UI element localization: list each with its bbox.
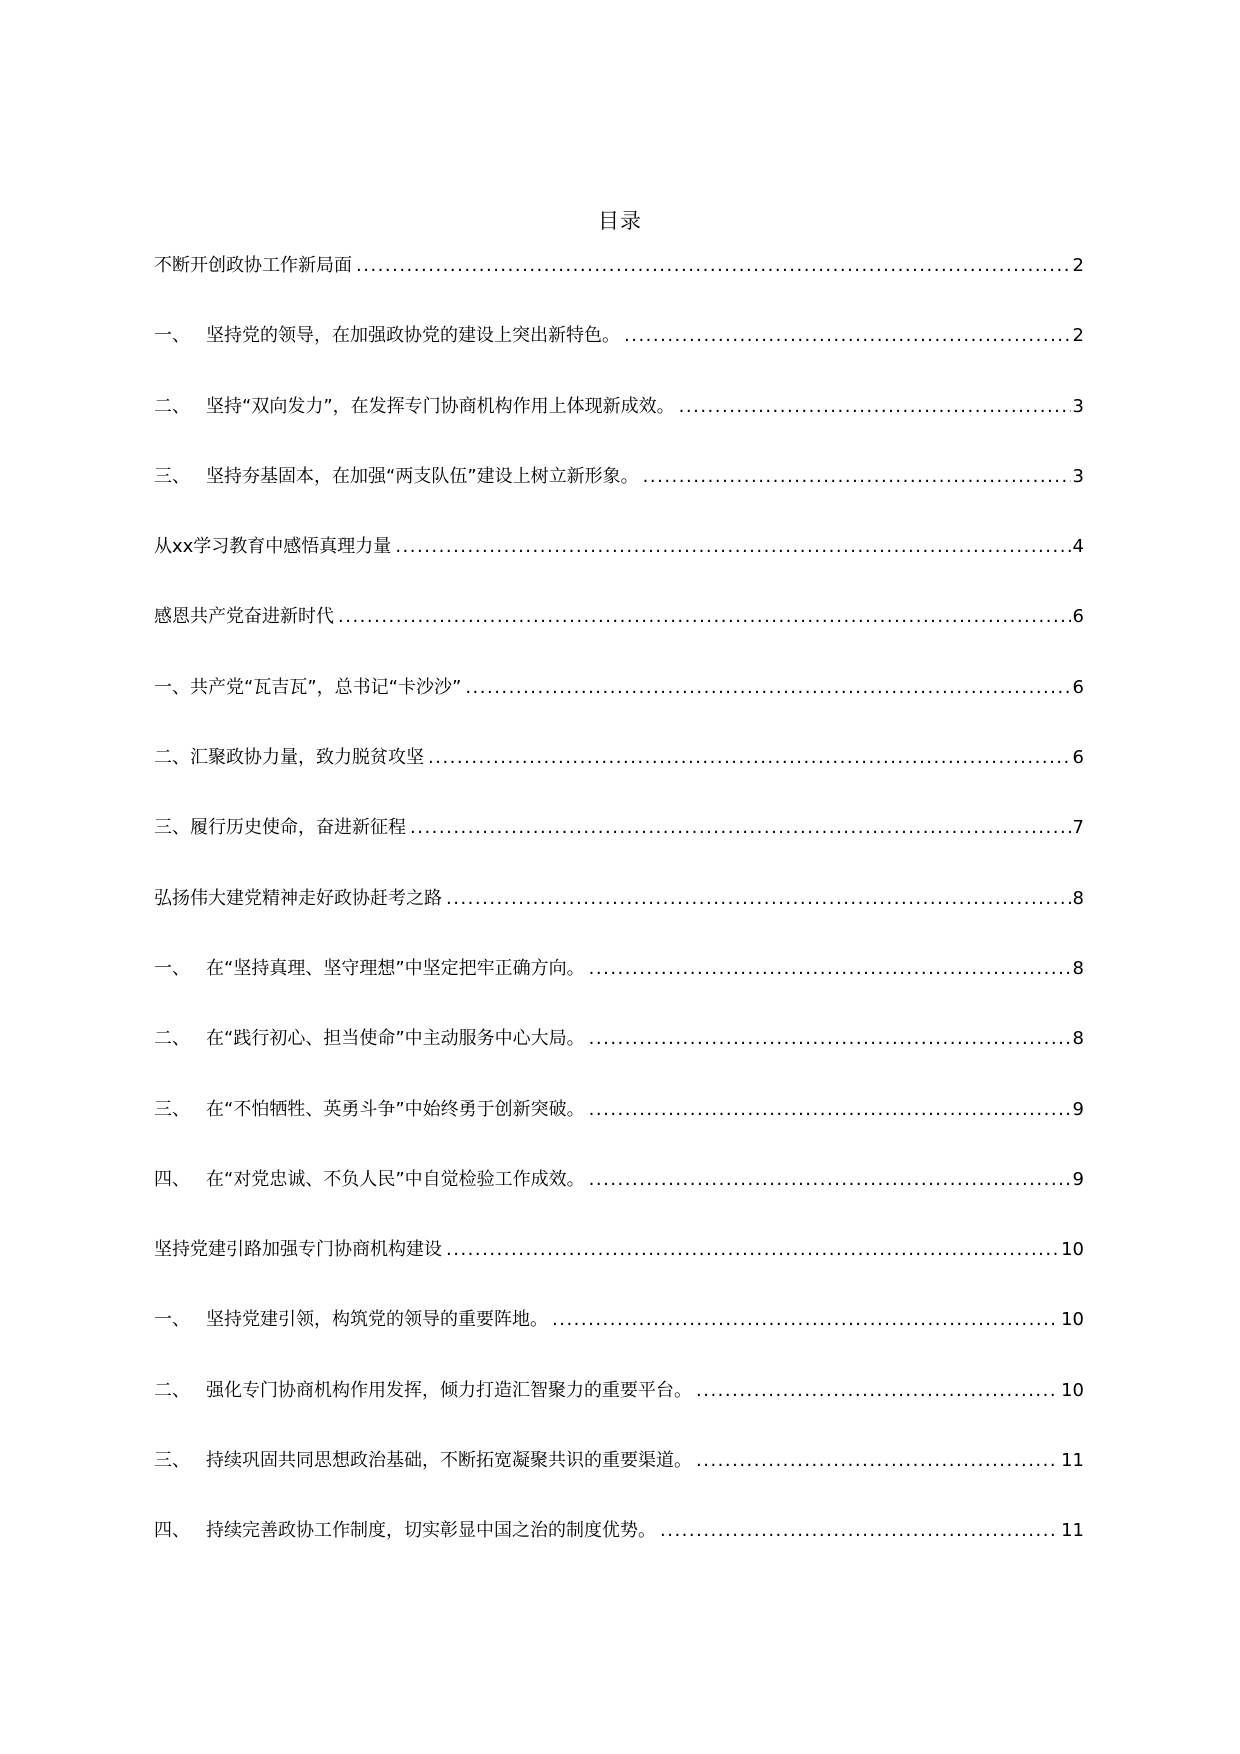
toc-entry-title: 一、共产党“瓦吉瓦”，总书记“卡沙沙” xyxy=(154,676,462,698)
toc-entry[interactable] xyxy=(154,885,1084,955)
toc-dot-leader xyxy=(410,814,1071,842)
toc-entry-title: 强化专门协商机构作用发挥，倾力打造汇智聚力的重要平台。 xyxy=(206,1379,692,1401)
toc-dot-leader xyxy=(589,955,1071,983)
toc-entry-number: 二、 xyxy=(154,1379,190,1401)
toc-entry-number: 三、 xyxy=(154,465,190,487)
toc-dot-leader xyxy=(465,674,1070,702)
toc-entry-title: 从xx学习教育中感悟真理力量 xyxy=(154,536,392,558)
toc-entry[interactable] xyxy=(154,1166,1084,1236)
toc-page-number: 11 xyxy=(1061,1450,1084,1472)
toc-entry[interactable] xyxy=(154,533,1084,603)
toc-entry-number: 一、 xyxy=(154,325,190,347)
toc-entry-title: 不断开创政协工作新局面 xyxy=(154,255,352,276)
toc-entry[interactable] xyxy=(154,1447,1084,1517)
toc-page-number: 10 xyxy=(1061,1309,1084,1331)
toc-title: 目录 xyxy=(598,209,642,233)
toc-entry-number: 一、 xyxy=(154,957,190,979)
toc-dot-leader xyxy=(696,1447,1059,1475)
toc-entry-title: 持续完善政协工作制度，切实彰显中国之治的制度优势。 xyxy=(206,1520,656,1542)
toc-entry[interactable] xyxy=(154,463,1084,533)
toc-entry-title: 在“不怕牺牲、英勇斗争”中始终勇于创新突破。 xyxy=(206,1098,585,1120)
toc-entry-number: 三、 xyxy=(154,1450,190,1472)
toc-entry-title: 在“坚持真理、坚守理想”中坚定把牢正确方向。 xyxy=(206,957,585,979)
toc-page-number: 8 xyxy=(1072,1028,1084,1050)
toc-entry-title: 坚持党的领导，在加强政协党的建设上突出新特色。 xyxy=(206,325,620,347)
toc-page-number: 10 xyxy=(1061,1379,1084,1401)
toc-dot-leader xyxy=(696,1377,1059,1405)
toc-page-number: 7 xyxy=(1072,817,1084,839)
toc-entry[interactable] xyxy=(154,955,1084,1025)
toc-dot-leader xyxy=(589,1096,1071,1124)
toc-entry-number: 一、 xyxy=(154,1309,190,1331)
toc-dot-leader xyxy=(660,1517,1059,1545)
toc-entry[interactable] xyxy=(154,1096,1084,1166)
toc-entry[interactable] xyxy=(154,1236,1084,1306)
toc-entry-number: 二、 xyxy=(154,1028,190,1050)
toc-page-number: 4 xyxy=(1072,536,1084,558)
toc-entry[interactable] xyxy=(154,744,1084,814)
toc-entry-title: 坚持夯基固本，在加强“两支队伍”建设上树立新形象。 xyxy=(206,465,639,487)
toc-page-number: 8 xyxy=(1072,957,1084,979)
toc-page-number: 10 xyxy=(1061,1239,1084,1261)
toc-entry-title: 在“践行初心、担当使命”中主动服务中心大局。 xyxy=(206,1028,585,1050)
toc-entry[interactable] xyxy=(154,393,1084,463)
toc-page-number: 3 xyxy=(1072,465,1084,487)
toc-dot-leader xyxy=(643,463,1071,491)
toc-entry[interactable] xyxy=(154,1517,1084,1587)
toc-dot-leader xyxy=(446,885,1071,913)
toc-dot-leader xyxy=(589,1166,1071,1194)
toc-page-number: 6 xyxy=(1072,676,1084,698)
toc-page-number: 6 xyxy=(1072,606,1084,628)
toc-page-number: 3 xyxy=(1072,395,1084,417)
toc-dot-leader xyxy=(428,744,1071,772)
toc-entry-title: 弘扬伟大建党精神走好政协赶考之路 xyxy=(154,887,442,909)
toc-dot-leader xyxy=(395,533,1070,561)
toc-dot-leader xyxy=(338,603,1071,631)
toc-entry[interactable] xyxy=(154,674,1084,744)
toc-entry[interactable] xyxy=(154,603,1084,673)
toc-entry[interactable] xyxy=(154,1377,1084,1447)
toc-page-number: 8 xyxy=(1072,887,1084,909)
toc-dot-leader xyxy=(679,393,1071,421)
toc-dot-leader xyxy=(356,252,1071,280)
toc-entry-title: 三、履行历史使命，奋进新征程 xyxy=(154,817,406,839)
toc-entry-title: 持续巩固共同思想政治基础，不断拓宽凝聚共识的重要渠道。 xyxy=(206,1450,692,1472)
toc-entry[interactable] xyxy=(154,322,1084,392)
toc-dot-leader xyxy=(589,1025,1071,1053)
toc-page-number: 9 xyxy=(1072,1098,1084,1120)
toc-list xyxy=(154,252,1084,1588)
toc-page-number: 9 xyxy=(1072,1168,1084,1190)
toc-page-number: 6 xyxy=(1072,747,1084,769)
toc-entry-title: 坚持“双向发力”，在发挥专门协商机构作用上体现新成效。 xyxy=(206,395,675,417)
toc-entry-number: 四、 xyxy=(154,1520,190,1542)
toc-dot-leader xyxy=(624,322,1071,350)
toc-page-number: 2 xyxy=(1072,255,1084,276)
toc-entry-title: 坚持党建引路加强专门协商机构建设 xyxy=(154,1239,442,1261)
toc-entry-number: 四、 xyxy=(154,1168,190,1190)
toc-entry-number: 二、 xyxy=(154,395,190,417)
toc-entry[interactable] xyxy=(154,814,1084,884)
toc-entry-number: 三、 xyxy=(154,1098,190,1120)
toc-page-number: 2 xyxy=(1072,325,1084,347)
toc-entry[interactable] xyxy=(154,1306,1084,1376)
toc-page-number: 11 xyxy=(1061,1520,1084,1542)
toc-entry-title: 感恩共产党奋进新时代 xyxy=(154,606,334,628)
toc-entry[interactable] xyxy=(154,1025,1084,1095)
toc-entry-title: 在“对党忠诚、不负人民”中自觉检验工作成效。 xyxy=(206,1168,585,1190)
toc-entry[interactable] xyxy=(154,252,1084,322)
toc-dot-leader xyxy=(446,1236,1059,1264)
toc-entry-title: 二、汇聚政协力量，致力脱贫攻坚 xyxy=(154,747,424,769)
toc-dot-leader xyxy=(552,1306,1059,1334)
toc-entry-title: 坚持党建引领，构筑党的领导的重要阵地。 xyxy=(206,1309,548,1331)
